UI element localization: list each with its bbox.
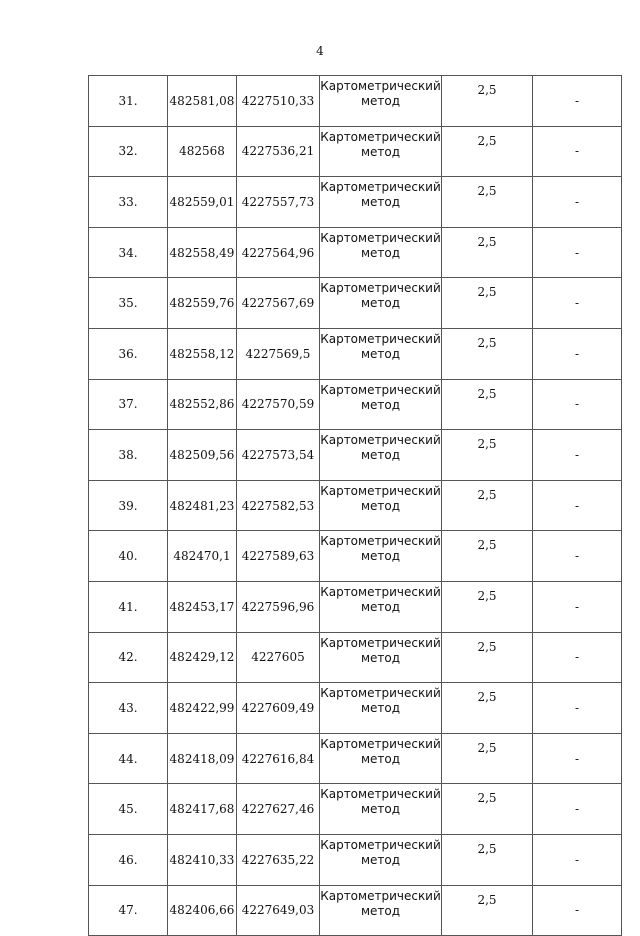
page-number: 4 — [316, 44, 324, 58]
point-number-cell: 39. — [89, 480, 168, 531]
method-cell — [320, 683, 442, 734]
table-row — [89, 379, 622, 430]
y-coordinate-cell: 4227567,69 — [237, 278, 320, 329]
point-number-cell: 47. — [89, 885, 168, 936]
method-text-line2: метод — [360, 599, 401, 614]
method-text-line2: метод — [360, 802, 401, 817]
note-cell: - — [533, 683, 622, 734]
point-number-cell: 33. — [89, 177, 168, 228]
method-cell — [320, 328, 442, 379]
x-coordinate-cell: 482429,12 — [168, 632, 237, 683]
method-cell — [320, 531, 442, 582]
table-row — [89, 430, 622, 481]
x-coordinate-cell: 482418,09 — [168, 733, 237, 784]
y-coordinate-cell: 4227573,54 — [237, 430, 320, 481]
method-text-line1: Картометрический — [320, 837, 441, 852]
method-cell — [320, 76, 442, 127]
table-row — [89, 683, 622, 734]
method-cell — [320, 834, 442, 885]
note-cell: - — [533, 531, 622, 582]
y-coordinate-cell: 4227569,5 — [237, 328, 320, 379]
x-coordinate-cell: 482509,56 — [168, 430, 237, 481]
method-text-line1: Картометрический — [320, 129, 441, 144]
y-coordinate-cell: 4227605 — [237, 632, 320, 683]
y-coordinate-cell: 4227570,59 — [237, 379, 320, 430]
method-text-line1: Картометрический — [320, 534, 441, 549]
method-cell — [320, 581, 442, 632]
note-cell: - — [533, 126, 622, 177]
x-coordinate-cell: 482568 — [168, 126, 237, 177]
point-number-cell: 41. — [89, 581, 168, 632]
x-coordinate-cell: 482559,01 — [168, 177, 237, 228]
x-coordinate-cell: 482453,17 — [168, 581, 237, 632]
point-number-cell: 40. — [89, 531, 168, 582]
note-cell: - — [533, 76, 622, 127]
y-coordinate-cell: 4227589,63 — [237, 531, 320, 582]
method-text-line2: метод — [360, 852, 401, 867]
accuracy-cell: 2,5 — [442, 834, 533, 885]
note-cell: - — [533, 480, 622, 531]
note-cell: - — [533, 733, 622, 784]
method-cell — [320, 177, 442, 228]
table-row — [89, 480, 622, 531]
point-number-cell: 42. — [89, 632, 168, 683]
method-text-line2: метод — [360, 296, 401, 311]
accuracy-cell: 2,5 — [442, 683, 533, 734]
x-coordinate-cell: 482417,68 — [168, 784, 237, 835]
method-text-line2: метод — [360, 448, 401, 463]
note-cell: - — [533, 885, 622, 936]
method-text-line1: Картометрический — [320, 433, 441, 448]
y-coordinate-cell: 4227596,96 — [237, 581, 320, 632]
x-coordinate-cell: 482410,33 — [168, 834, 237, 885]
accuracy-cell: 2,5 — [442, 177, 533, 228]
method-cell — [320, 379, 442, 430]
method-text-line1: Картометрический — [320, 686, 441, 701]
y-coordinate-cell: 4227536,21 — [237, 126, 320, 177]
y-coordinate-cell: 4227510,33 — [237, 76, 320, 127]
note-cell: - — [533, 328, 622, 379]
method-text-line1: Картометрический — [320, 584, 441, 599]
method-cell — [320, 278, 442, 329]
note-cell: - — [533, 379, 622, 430]
method-text-line2: метод — [360, 195, 401, 210]
point-number-cell: 44. — [89, 733, 168, 784]
method-text-line1: Картометрический — [320, 483, 441, 498]
x-coordinate-cell: 482559,76 — [168, 278, 237, 329]
point-number-cell: 35. — [89, 278, 168, 329]
method-text-line1: Картометрический — [320, 888, 441, 903]
y-coordinate-cell: 4227649,03 — [237, 885, 320, 936]
note-cell: - — [533, 430, 622, 481]
point-number-cell: 37. — [89, 379, 168, 430]
note-cell: - — [533, 581, 622, 632]
method-text-line2: метод — [360, 94, 401, 108]
method-text-line2: метод — [360, 144, 401, 159]
coordinates-table — [88, 75, 622, 936]
method-text-line1: Картометрический — [320, 180, 441, 195]
table-row — [89, 632, 622, 683]
method-text-line1: Картометрический — [320, 79, 441, 93]
accuracy-cell: 2,5 — [442, 379, 533, 430]
y-coordinate-cell: 4227582,53 — [237, 480, 320, 531]
note-cell: - — [533, 278, 622, 329]
method-text-line1: Картометрический — [320, 230, 441, 245]
table-row — [89, 278, 622, 329]
method-text-line2: метод — [360, 549, 401, 564]
method-cell — [320, 885, 442, 936]
x-coordinate-cell: 482558,12 — [168, 328, 237, 379]
table-row — [89, 581, 622, 632]
method-text-line2: метод — [360, 498, 401, 513]
method-text-line1: Картометрический — [320, 635, 441, 650]
method-cell — [320, 227, 442, 278]
method-cell — [320, 126, 442, 177]
y-coordinate-cell: 4227627,46 — [237, 784, 320, 835]
point-number-cell: 32. — [89, 126, 168, 177]
point-number-cell: 31. — [89, 76, 168, 127]
method-text-line1: Картометрический — [320, 787, 441, 802]
accuracy-cell: 2,5 — [442, 278, 533, 329]
method-cell — [320, 430, 442, 481]
method-cell — [320, 632, 442, 683]
table-row — [89, 126, 622, 177]
method-text-line2: метод — [360, 346, 401, 361]
accuracy-cell: 2,5 — [442, 328, 533, 379]
table-row — [89, 177, 622, 228]
table-row — [89, 76, 622, 127]
y-coordinate-cell: 4227557,73 — [237, 177, 320, 228]
y-coordinate-cell: 4227609,49 — [237, 683, 320, 734]
point-number-cell: 46. — [89, 834, 168, 885]
method-text-line2: метод — [360, 397, 401, 412]
point-number-cell: 43. — [89, 683, 168, 734]
method-text-line1: Картометрический — [320, 331, 441, 346]
accuracy-cell: 2,5 — [442, 581, 533, 632]
table-row — [89, 784, 622, 835]
accuracy-cell: 2,5 — [442, 632, 533, 683]
x-coordinate-cell: 482558,49 — [168, 227, 237, 278]
method-text-line1: Картометрический — [320, 382, 441, 397]
coordinates-table-body — [89, 76, 622, 936]
method-text-line1: Картометрический — [320, 281, 441, 296]
point-number-cell: 38. — [89, 430, 168, 481]
accuracy-cell: 2,5 — [442, 885, 533, 936]
table-row — [89, 328, 622, 379]
method-cell — [320, 784, 442, 835]
note-cell: - — [533, 784, 622, 835]
point-number-cell: 45. — [89, 784, 168, 835]
note-cell: - — [533, 834, 622, 885]
point-number-cell: 34. — [89, 227, 168, 278]
table-row — [89, 733, 622, 784]
x-coordinate-cell: 482470,1 — [168, 531, 237, 582]
point-number-cell: 36. — [89, 328, 168, 379]
method-text-line2: метод — [360, 650, 401, 665]
method-cell — [320, 480, 442, 531]
y-coordinate-cell: 4227635,22 — [237, 834, 320, 885]
accuracy-cell: 2,5 — [442, 784, 533, 835]
x-coordinate-cell: 482481,23 — [168, 480, 237, 531]
note-cell: - — [533, 177, 622, 228]
accuracy-cell: 2,5 — [442, 126, 533, 177]
method-text-line2: метод — [360, 701, 401, 716]
y-coordinate-cell: 4227616,84 — [237, 733, 320, 784]
table-row — [89, 834, 622, 885]
x-coordinate-cell: 482581,08 — [168, 76, 237, 127]
method-text-line1: Картометрический — [320, 736, 441, 751]
table-row — [89, 531, 622, 582]
accuracy-cell: 2,5 — [442, 430, 533, 481]
accuracy-cell: 2,5 — [442, 480, 533, 531]
accuracy-cell: 2,5 — [442, 733, 533, 784]
table-row — [89, 885, 622, 936]
x-coordinate-cell: 482406,66 — [168, 885, 237, 936]
accuracy-cell: 2,5 — [442, 227, 533, 278]
x-coordinate-cell: 482422,99 — [168, 683, 237, 734]
method-text-line2: метод — [360, 751, 401, 766]
note-cell: - — [533, 227, 622, 278]
x-coordinate-cell: 482552,86 — [168, 379, 237, 430]
accuracy-cell: 2,5 — [442, 531, 533, 582]
method-text-line2: метод — [360, 245, 401, 260]
accuracy-cell: 2,5 — [442, 76, 533, 127]
method-cell — [320, 733, 442, 784]
method-text-line2: метод — [360, 903, 401, 918]
table-row — [89, 227, 622, 278]
note-cell: - — [533, 632, 622, 683]
y-coordinate-cell: 4227564,96 — [237, 227, 320, 278]
